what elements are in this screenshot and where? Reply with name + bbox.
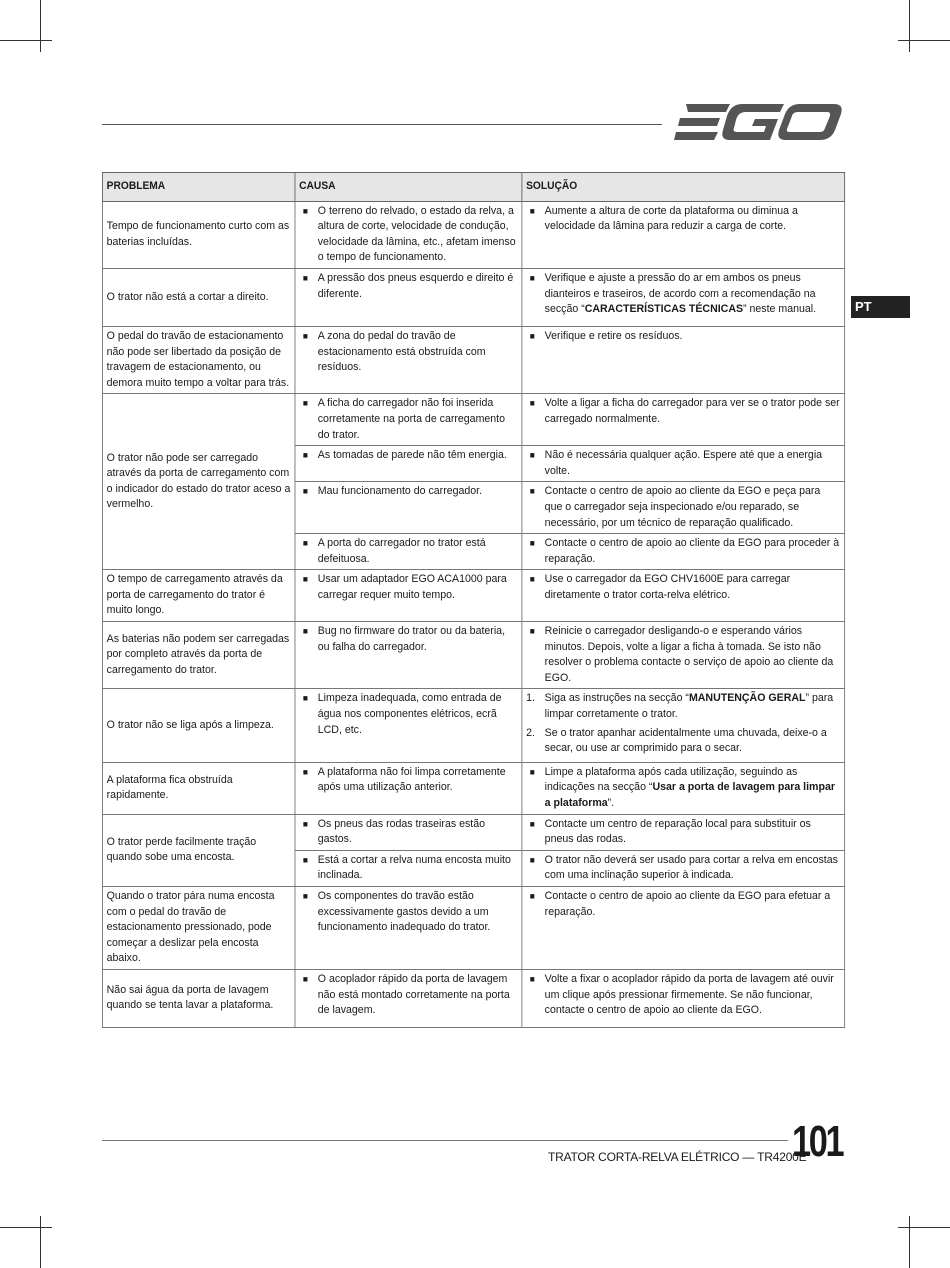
problem-cell: O trator não pode ser carregado através da porta de carregamento com o indicador do estado do trator aceso a vermelho. bbox=[102, 394, 295, 570]
cause-cell: ■ A pressão dos pneus esquerdo e direito é diferente. bbox=[295, 268, 522, 326]
bullet-icon: ■ bbox=[302, 486, 308, 497]
cause-cell: ■ A plataforma não foi limpa corretamente após uma utilização anterior. bbox=[295, 762, 522, 814]
cause-cell: ■ Está a cortar a relva numa encosta muito inclinada. bbox=[295, 850, 522, 886]
header-rule bbox=[102, 124, 662, 125]
solution-cell: ■ Verifique e ajuste a pressão do ar em ambos os pneus dianteiros e traseiros, de acordo com a recomendação na secção “CARACTERÍSTICAS TÉCNICAS” neste manual. bbox=[522, 268, 845, 326]
cause-cell: ■ Os componentes do travão estão excessivamente gastos devido a um funcionamento inadequado do trator. bbox=[295, 886, 522, 969]
bullet-icon: ■ bbox=[302, 854, 308, 865]
solution-cell: ■ Reinicie o carregador desligando-o e esperando vários minutos. Depois, volte a ligar a ficha à tomada. Se isto não resolver o problema contacte o serviço de apoio ao cliente da EGO. bbox=[522, 622, 845, 689]
solution-cell: 1. Siga as instruções na secção “MANUTENÇÃO GERAL” para limpar corretamente o trator. 2. Se o trator apanhar acidentalmente uma chuvada, deixe-o a secar, ou use ar comprimido para o secar. bbox=[522, 689, 845, 762]
cause-cell: ■ O terreno do relvado, o estado da relva, a altura de corte, velocidade de condução, velocidade da lâmina, etc., afetam imenso o tempo de funcionamento. bbox=[295, 201, 522, 268]
crop-mark bbox=[40, 0, 41, 52]
table-row bbox=[102, 814, 844, 850]
crop-mark bbox=[909, 0, 910, 52]
footer-title: TRATOR CORTA-RELVA ELÉTRICO — TR4200E bbox=[548, 1150, 807, 1164]
problem-cell: O trator perde facilmente tração quando sobe uma encosta. bbox=[102, 814, 295, 886]
table-row bbox=[102, 886, 844, 969]
solution-cell: ■ Não é necessária qualquer ação. Espere até que a energia volte. bbox=[522, 446, 845, 482]
problem-cell: O pedal do travão de estacionamento não pode ser libertado da posição de travagem de estacionamento, ou demora muito tempo a voltar para trás. bbox=[102, 326, 295, 393]
bullet-icon: ■ bbox=[302, 574, 308, 585]
table-row bbox=[102, 326, 844, 393]
problem-cell: O trator não se liga após a limpeza. bbox=[102, 689, 295, 762]
table-row bbox=[102, 268, 844, 326]
cause-cell: ■ Bug no firmware do trator ou da bateria, ou falha do carregador. bbox=[295, 622, 522, 689]
bullet-icon: ■ bbox=[529, 818, 535, 829]
bullet-icon: ■ bbox=[302, 330, 308, 341]
cause-cell: ■ A zona do pedal do travão de estacionamento está obstruída com resíduos. bbox=[295, 326, 522, 393]
bullet-icon: ■ bbox=[529, 205, 535, 216]
page-number: 101 bbox=[792, 1117, 843, 1166]
crop-mark bbox=[898, 40, 950, 41]
problem-cell: Tempo de funcionamento curto com as baterias incluídas. bbox=[102, 201, 295, 268]
bullet-icon: ■ bbox=[529, 766, 535, 777]
cause-cell: ■ As tomadas de parede não têm energia. bbox=[295, 446, 522, 482]
crop-mark bbox=[909, 1216, 910, 1268]
table-row bbox=[102, 201, 844, 268]
header-cause: CAUSA bbox=[295, 173, 522, 202]
bullet-icon: ■ bbox=[302, 973, 308, 984]
problem-cell: A plataforma fica obstruída rapidamente. bbox=[102, 762, 295, 814]
crop-mark bbox=[40, 1216, 41, 1268]
bullet-icon: ■ bbox=[302, 693, 308, 704]
bullet-icon: ■ bbox=[302, 818, 308, 829]
cause-cell: ■ Usar um adaptador EGO ACA1000 para carregar requer muito tempo. bbox=[295, 570, 522, 622]
bullet-icon: ■ bbox=[529, 450, 535, 461]
solution-cell: ■ Use o carregador da EGO CHV1600E para carregar diretamente o trator corta-relva elétrico. bbox=[522, 570, 845, 622]
bullet-icon: ■ bbox=[302, 398, 308, 409]
problem-cell: O trator não está a cortar a direito. bbox=[102, 268, 295, 326]
language-tab: PT bbox=[851, 296, 910, 318]
table-row bbox=[102, 570, 844, 622]
bullet-icon: ■ bbox=[529, 574, 535, 585]
table-row bbox=[102, 969, 844, 1027]
bullet-icon: ■ bbox=[529, 854, 535, 865]
bullet-icon: ■ bbox=[302, 626, 308, 637]
bullet-icon: ■ bbox=[302, 538, 308, 549]
bullet-icon: ■ bbox=[302, 450, 308, 461]
solution-cell: ■ Aumente a altura de corte da plataforma ou diminua a velocidade da lâmina para reduzir a carga de corte. bbox=[522, 201, 845, 268]
solution-cell: ■ Volte a ligar a ficha do carregador para ver se o trator pode ser carregado normalmente. bbox=[522, 394, 845, 446]
solution-cell: ■ Contacte o centro de apoio ao cliente da EGO e peça para que o carregador seja inspecionado e/ou reparado, se necessário, por um técnico de reparação qualificado. bbox=[522, 482, 845, 534]
bullet-icon: ■ bbox=[529, 330, 535, 341]
solution-cell: ■ Volte a fixar o acoplador rápido da porta de lavagem até ouvir um clique após pressionar firmemente. Se não funcionar, contacte o centro de apoio ao cliente da EGO. bbox=[522, 969, 845, 1027]
bullet-icon: ■ bbox=[529, 486, 535, 497]
cause-cell: ■ A porta do carregador no trator está defeituosa. bbox=[295, 534, 522, 570]
cause-cell: ■ Mau funcionamento do carregador. bbox=[295, 482, 522, 534]
bullet-icon: ■ bbox=[529, 272, 535, 283]
solution-cell: ■ Limpe a plataforma após cada utilização, seguindo as indicações na secção “Usar a porta de lavagem para limpar a plataforma”. bbox=[522, 762, 845, 814]
table-row bbox=[102, 762, 844, 814]
cause-cell: ■ O acoplador rápido da porta de lavagem não está montado corretamente na porta de lavagem. bbox=[295, 969, 522, 1027]
cause-cell: ■ A ficha do carregador não foi inserida corretamente na porta de carregamento do trator. bbox=[295, 394, 522, 446]
ego-logo bbox=[672, 100, 844, 146]
footer-rule bbox=[102, 1140, 788, 1141]
table-row bbox=[102, 622, 844, 689]
solution-cell: ■ Contacte o centro de apoio ao cliente da EGO para efetuar a reparação. bbox=[522, 886, 845, 969]
problem-cell: O tempo de carregamento através da porta de carregamento do trator é muito longo. bbox=[102, 570, 295, 622]
solution-cell: ■ O trator não deverá ser usado para cortar a relva em encostas com uma inclinação superior à indicada. bbox=[522, 850, 845, 886]
cause-cell: ■ Limpeza inadequada, como entrada de água nos componentes elétricos, ecrã LCD, etc. bbox=[295, 689, 522, 762]
cause-cell: ■ Os pneus das rodas traseiras estão gastos. bbox=[295, 814, 522, 850]
table-header-row bbox=[102, 173, 844, 202]
crop-mark bbox=[0, 40, 52, 41]
solution-cell: ■ Contacte um centro de reparação local para substituir os pneus das rodas. bbox=[522, 814, 845, 850]
bullet-icon: ■ bbox=[529, 973, 535, 984]
bullet-icon: ■ bbox=[529, 626, 535, 637]
crop-mark bbox=[898, 1227, 950, 1228]
table-row bbox=[102, 394, 844, 446]
problem-cell: As baterias não podem ser carregadas por completo através da porta de carregamento do trator. bbox=[102, 622, 295, 689]
bullet-icon: ■ bbox=[529, 890, 535, 901]
troubleshooting-table bbox=[102, 172, 845, 1028]
bullet-icon: ■ bbox=[302, 890, 308, 901]
solution-cell: ■ Verifique e retire os resíduos. bbox=[522, 326, 845, 393]
header-solution: SOLUÇÃO bbox=[522, 173, 845, 202]
solution-cell: ■ Contacte o centro de apoio ao cliente da EGO para proceder à reparação. bbox=[522, 534, 845, 570]
bullet-icon: ■ bbox=[529, 538, 535, 549]
bullet-icon: ■ bbox=[302, 272, 308, 283]
crop-mark bbox=[0, 1227, 52, 1228]
header-problem: PROBLEMA bbox=[102, 173, 295, 202]
bullet-icon: ■ bbox=[302, 766, 308, 777]
problem-cell: Não sai água da porta de lavagem quando se tenta lavar a plataforma. bbox=[102, 969, 295, 1027]
bullet-icon: ■ bbox=[302, 205, 308, 216]
bullet-icon: ■ bbox=[529, 398, 535, 409]
problem-cell: Quando o trator pára numa encosta com o pedal do travão de estacionamento pressionado, pode começar a deslizar pela encosta abaixo. bbox=[102, 886, 295, 969]
table-row bbox=[102, 689, 844, 762]
